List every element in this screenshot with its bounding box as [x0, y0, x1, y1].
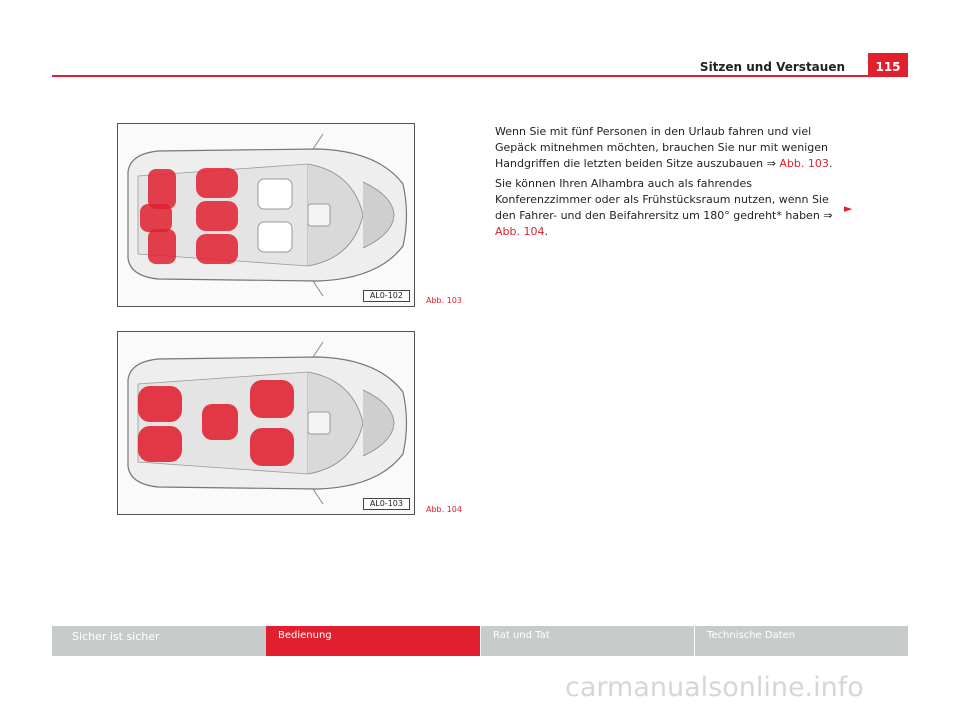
body-text [495, 124, 840, 245]
watermark: carmanualsonline.info [565, 672, 864, 703]
footer-tab-technische-daten[interactable]: Technische Daten [695, 626, 908, 656]
footer-tab-rat-und-tat[interactable]: Rat und Tat [481, 626, 694, 656]
figure-code: AL0-103 [363, 498, 410, 510]
paragraph-2 [495, 176, 840, 239]
figure-car-seats-turned [117, 331, 415, 515]
figure-label: Abb. 104 [426, 505, 462, 514]
car-topview-illustration-2 [118, 332, 414, 514]
page-number: 115 [868, 53, 908, 77]
car-topview-illustration-1 [118, 124, 414, 306]
figure-code: AL0-102 [363, 290, 410, 302]
paragraph-1 [495, 124, 840, 171]
paragraph-1-text: Wenn Sie mit fünf Personen in den Urlaub fahren und viel Gepäck mitnehmen möchten, brauchen Sie nur mit wenigen Handgriffen die letzten beiden Sitze auszubauen ⇒ [495, 125, 829, 170]
paragraph-2-text: Sie können Ihren Alhambra auch als fahrendes Konferenzzimmer oder als Frühstücksraum nutzen, wenn Sie den Fahrer- und den Beifahrersitz um 180° gedreht* haben ⇒ [495, 177, 833, 222]
continue-arrow-icon: ► [844, 202, 853, 215]
header-title: Sitzen und Verstauen [699, 60, 845, 74]
header-rule [52, 75, 908, 77]
footer-tab-sicher-ist-sicher[interactable]: Sicher ist sicher [52, 626, 266, 656]
figure-car-seats-removed [117, 123, 415, 307]
paragraph-1-end: . [828, 156, 833, 170]
figure-link-abb-104[interactable]: Abb. 104 [495, 224, 545, 238]
figure-label: Abb. 103 [426, 296, 462, 305]
paragraph-2-end: . [544, 224, 548, 238]
figure-link-abb-103[interactable]: Abb. 103 [779, 156, 829, 170]
footer-tab-bedienung[interactable]: Bedienung [266, 626, 480, 656]
